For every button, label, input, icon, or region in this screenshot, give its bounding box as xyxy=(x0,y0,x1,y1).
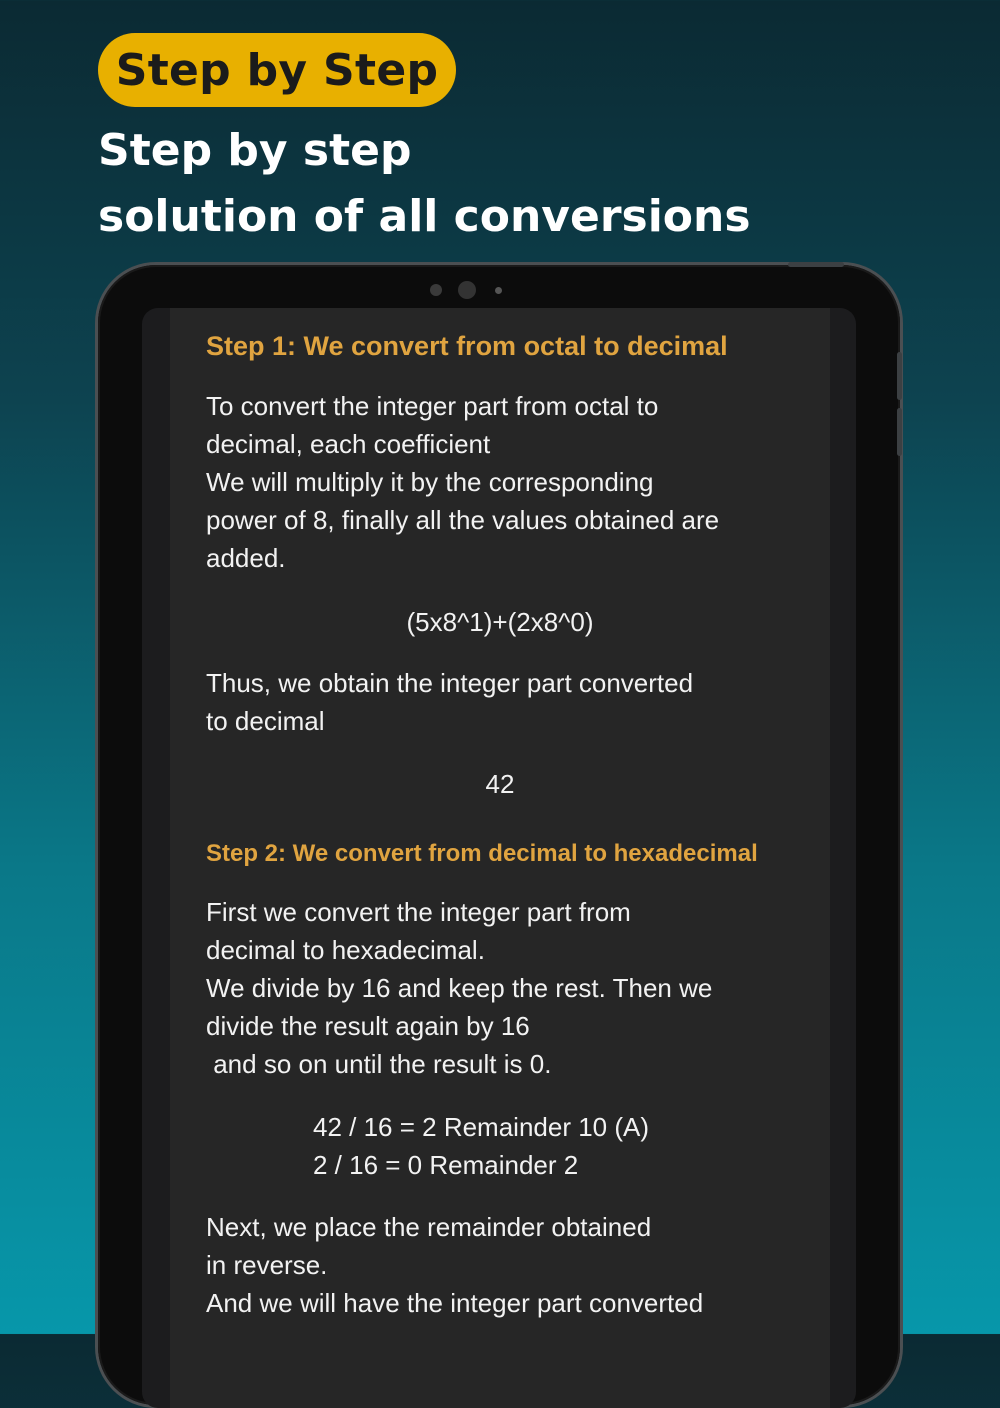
headline xyxy=(98,118,751,250)
division-line: 2 / 16 = 0 Remainder 2 xyxy=(313,1150,579,1180)
step-2-explanation-line: divide the result again by 16 xyxy=(206,1011,530,1041)
step-1-formula: (5x8^1)+(2x8^0) xyxy=(406,607,594,637)
step-1-conclusion-line: to decimal xyxy=(206,706,325,736)
step-2-divisions xyxy=(313,1108,649,1184)
tablet-volume-down-button xyxy=(897,408,902,456)
step-by-step-badge: Step by Step xyxy=(98,33,456,107)
step-2-conclusion-line: And we will have the integer part converted xyxy=(206,1288,704,1318)
step-2-title: Step 2: We convert from decimal to hexadecimal xyxy=(206,840,758,867)
step-1-explanation-line: power of 8, finally all the values obtained are xyxy=(206,505,720,535)
step-2-explanation-line: We divide by 16 and keep the rest. Then we xyxy=(206,973,713,1003)
step-2-conclusion-line: in reverse. xyxy=(206,1250,328,1280)
step-2-explanation-line: First we convert the integer part from xyxy=(206,897,631,927)
step-2-conclusion-line: Next, we place the remainder obtained xyxy=(206,1212,652,1242)
step-1-result: 42 xyxy=(485,769,515,799)
step-2-explanation-line: and so on until the result is 0. xyxy=(206,1049,552,1079)
tablet-volume-up-button xyxy=(897,352,902,400)
headline-line-2: solution of all conversions xyxy=(98,191,751,242)
headline-line-1: Step by step xyxy=(98,125,412,176)
step-1-explanation-line: We will multiply it by the corresponding xyxy=(206,467,654,497)
division-line: 42 / 16 = 2 Remainder 10 (A) xyxy=(313,1112,650,1142)
step-1-explanation-line: decimal, each coefficient xyxy=(206,429,491,459)
sensor-icon xyxy=(430,284,442,296)
step-2-explanation xyxy=(206,893,806,1083)
light-sensor-icon xyxy=(495,287,502,294)
step-1-explanation-line: To convert the integer part from octal to xyxy=(206,391,659,421)
step-1-explanation-line: added. xyxy=(206,543,286,573)
camera-icon xyxy=(458,281,476,299)
step-1-conclusion-line: Thus, we obtain the integer part converted xyxy=(206,668,694,698)
step-1-conclusion xyxy=(206,664,806,740)
tablet-top-button xyxy=(788,262,844,267)
step-2-conclusion xyxy=(206,1208,806,1322)
step-2-explanation-line: decimal to hexadecimal. xyxy=(206,935,485,965)
step-1-explanation xyxy=(206,387,806,577)
step-1-title: Step 1: We convert from octal to decimal xyxy=(206,331,728,361)
